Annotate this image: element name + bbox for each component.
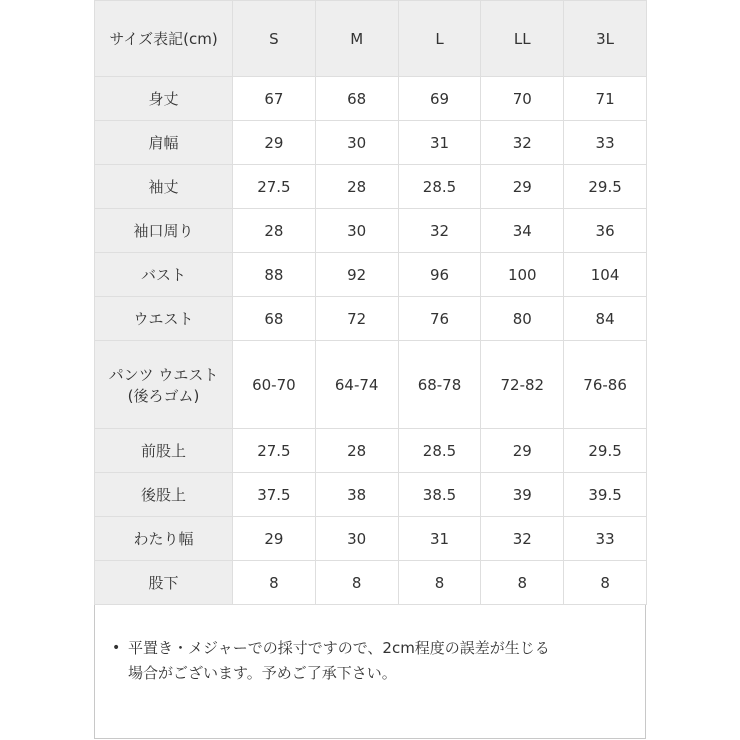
table-cell: 68-78 — [398, 341, 481, 429]
table-cell: 100 — [481, 253, 564, 297]
row-label: 股下 — [95, 561, 233, 605]
note-line: 平置き・メジャーでの採寸ですので、2cm程度の誤差が生じる — [128, 639, 550, 657]
table-row — [95, 209, 647, 253]
table-row — [95, 561, 647, 605]
table-cell: 80 — [481, 297, 564, 341]
table-cell: 32 — [481, 121, 564, 165]
table-cell: 8 — [481, 561, 564, 605]
size-label-header: サイズ表記(cm) — [95, 1, 233, 77]
table-cell: 76-86 — [564, 341, 647, 429]
table-cell: 29 — [233, 121, 316, 165]
table-cell: 29.5 — [564, 429, 647, 473]
table-cell: 32 — [398, 209, 481, 253]
row-label: 袖口周り — [95, 209, 233, 253]
table-row — [95, 517, 647, 561]
table-cell: 30 — [315, 517, 398, 561]
table-cell: 39.5 — [564, 473, 647, 517]
row-label: 肩幅 — [95, 121, 233, 165]
row-label — [95, 341, 233, 429]
size-column-header: LL — [481, 1, 564, 77]
table-cell: 27.5 — [233, 429, 316, 473]
table-cell: 39 — [481, 473, 564, 517]
table-cell: 33 — [564, 121, 647, 165]
bullet-icon: • — [112, 640, 121, 656]
table-cell: 37.5 — [233, 473, 316, 517]
row-label-line: パンツ ウエスト — [108, 365, 219, 384]
table-cell: 92 — [315, 253, 398, 297]
table-cell: 28 — [315, 165, 398, 209]
table-cell: 8 — [233, 561, 316, 605]
table-cell: 67 — [233, 77, 316, 121]
table-row — [95, 429, 647, 473]
size-chart-table — [94, 0, 647, 605]
row-label: 後股上 — [95, 473, 233, 517]
table-cell: 60-70 — [233, 341, 316, 429]
table-cell: 104 — [564, 253, 647, 297]
table-cell: 76 — [398, 297, 481, 341]
table-cell: 28.5 — [398, 429, 481, 473]
table-row — [95, 253, 647, 297]
table-cell: 68 — [233, 297, 316, 341]
row-label: バスト — [95, 253, 233, 297]
table-cell: 32 — [481, 517, 564, 561]
table-row — [95, 341, 647, 429]
row-label-line: (後ろゴム) — [127, 386, 200, 405]
row-label: わたり幅 — [95, 517, 233, 561]
table-row — [95, 121, 647, 165]
table-cell: 8 — [398, 561, 481, 605]
table-cell: 31 — [398, 121, 481, 165]
table-cell: 72 — [315, 297, 398, 341]
table-row — [95, 473, 647, 517]
table-cell: 31 — [398, 517, 481, 561]
table-cell: 28.5 — [398, 165, 481, 209]
table-row — [95, 165, 647, 209]
table-row — [95, 77, 647, 121]
row-label: ウエスト — [95, 297, 233, 341]
table-cell: 30 — [315, 209, 398, 253]
table-cell: 72-82 — [481, 341, 564, 429]
table-cell: 96 — [398, 253, 481, 297]
table-cell: 36 — [564, 209, 647, 253]
row-label: 袖丈 — [95, 165, 233, 209]
table-cell: 34 — [481, 209, 564, 253]
table-cell: 28 — [233, 209, 316, 253]
table-cell: 68 — [315, 77, 398, 121]
table-cell: 27.5 — [233, 165, 316, 209]
table-cell: 70 — [481, 77, 564, 121]
size-header-row — [95, 1, 647, 77]
table-cell: 29.5 — [564, 165, 647, 209]
table-cell: 64-74 — [315, 341, 398, 429]
table-cell: 71 — [564, 77, 647, 121]
row-label: 前股上 — [95, 429, 233, 473]
row-label: 身丈 — [95, 77, 233, 121]
measurement-note — [112, 636, 628, 686]
table-cell: 30 — [315, 121, 398, 165]
table-cell: 8 — [315, 561, 398, 605]
table-cell: 29 — [481, 165, 564, 209]
table-cell: 69 — [398, 77, 481, 121]
size-column-header: S — [233, 1, 316, 77]
table-cell: 8 — [564, 561, 647, 605]
table-cell: 84 — [564, 297, 647, 341]
table-cell: 88 — [233, 253, 316, 297]
size-column-header: 3L — [564, 1, 647, 77]
size-column-header: L — [398, 1, 481, 77]
size-column-header: M — [315, 1, 398, 77]
table-cell: 38 — [315, 473, 398, 517]
table-row — [95, 297, 647, 341]
table-cell: 29 — [481, 429, 564, 473]
table-cell: 38.5 — [398, 473, 481, 517]
note-line: 場合がございます。予めご了承下さい。 — [128, 664, 397, 682]
table-cell: 28 — [315, 429, 398, 473]
table-cell: 29 — [233, 517, 316, 561]
table-cell: 33 — [564, 517, 647, 561]
